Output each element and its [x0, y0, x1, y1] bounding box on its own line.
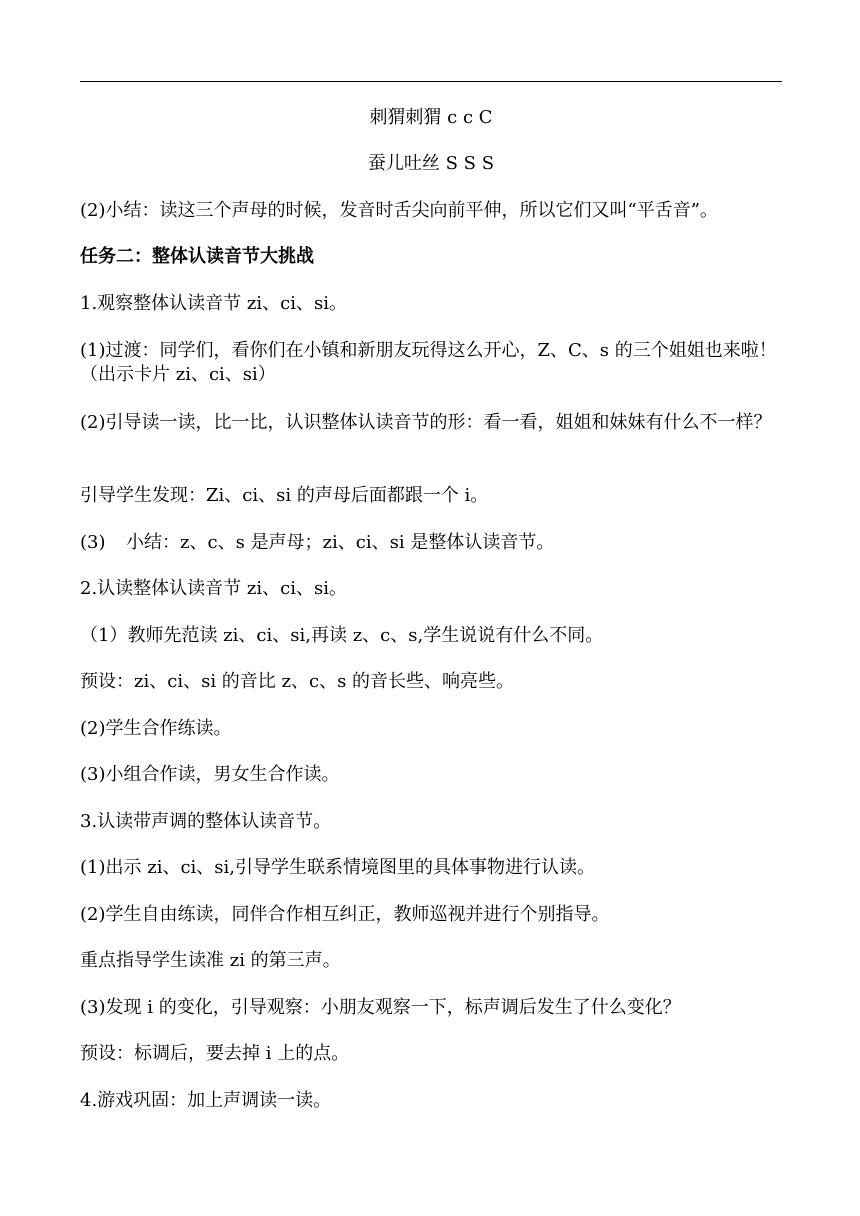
step3-preset: 预设：标调后，要去掉 i 上的点。: [80, 1043, 350, 1064]
step3-practice: (2)学生自由练读，同伴合作相互纠正，教师巡视并进行个别指导。: [80, 904, 610, 925]
step4-title: 4.游戏巩固：加上声调读一读。: [80, 1090, 332, 1111]
step3-discover: (3)发现 i 的变化，引导观察：小朋友观察一下，标声调后发生了什么变化？: [80, 997, 681, 1018]
step3-focus: 重点指导学生读准 zi 的第三声。: [80, 950, 341, 971]
step2-title: 2.认读整体认读音节 zi、ci、si。: [80, 578, 347, 599]
step2-pair-reading: (2)学生合作练读。: [80, 718, 232, 739]
poem-line-silkworm: 蚕儿吐丝 S S S: [367, 153, 495, 174]
step1-summary-text: 小结：z、c、s 是声母；zi、ci、si 是整体认读音节。: [126, 532, 555, 553]
step2-group-reading: (3)小组合作读，男女生合作读。: [80, 764, 340, 785]
task2-heading: 任务二：整体认读音节大挑战: [80, 246, 314, 267]
step3-title: 3.认读带声调的整体认读音节。: [80, 811, 332, 832]
step1-summary: [80, 531, 782, 555]
step1-compare: (2)引导读一读，比一比，认识整体认读音节的形：看一看，姐姐和妹妹有什么不一样？: [80, 412, 772, 433]
step3-show: (1)出示 zi、ci、si,引导学生联系情境图里的具体事物进行认读。: [80, 857, 596, 878]
step2-model-reading: （1）教师先范读 zi、ci、si,再读 z、c、s,学生说说有什么不同。: [80, 625, 604, 646]
step1-guide: 引导学生发现：Zi、ci、si 的声母后面都跟一个 i。: [80, 485, 489, 506]
header-rule: [80, 81, 782, 82]
step1-transition: (1)过渡：同学们，看你们在小镇和新朋友玩得这么开心，Z、C、s 的三个姐姐也来啦！（出示卡片 zi、ci、si）: [80, 340, 777, 385]
summary-paragraph: (2)小结：读这三个声母的时候，发音时舌尖向前平伸，所以它们又叫“平舌音”。: [80, 200, 718, 221]
poem-line-hedgehog: 刺猬刺猬 c c C: [369, 107, 493, 128]
step1-summary-number: (3): [80, 532, 106, 553]
step1-title: 1.观察整体认读音节 zi、ci、si。: [80, 293, 347, 314]
step2-preset: 预设：zi、ci、si 的音比 z、c、s 的音长些、响亮些。: [80, 671, 515, 692]
